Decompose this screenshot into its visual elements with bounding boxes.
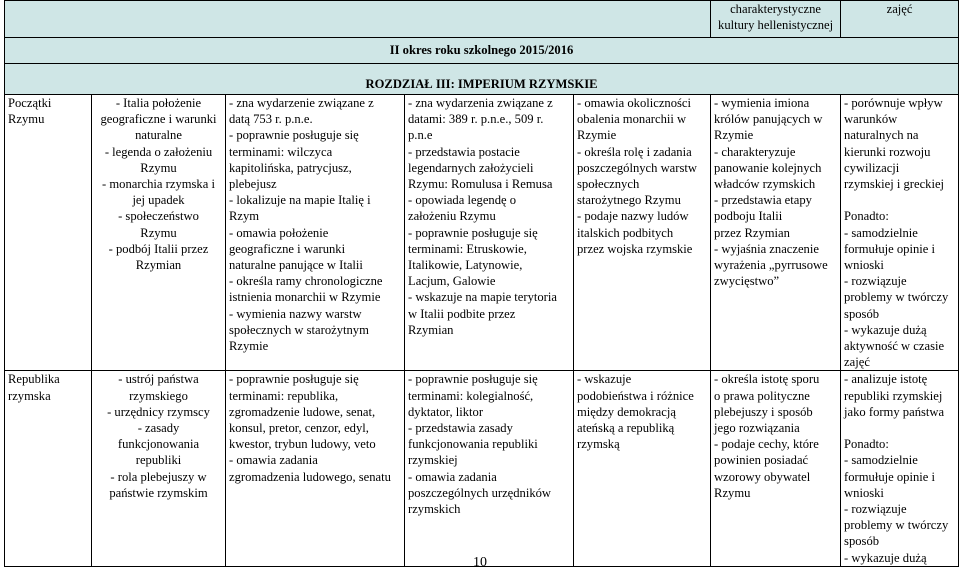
header-hellenistic-cell: charakterystyczne kultury hellenistycznej [711,1,841,38]
table-row [5,371,959,567]
requirements-cell: - wymienia imiona królów panujących w Rzymie - charakteryzuje panowanie kolejnych władców rzymskich - przedstawia etapy podboju Italii przez Rzymian - wyjaśnia znaczenie wyrażenia „pyrrusowe zwycięstwo” [711,95,841,371]
content-cell: - ustrój państwa rzymskiego - urzędnicy rzymscy - zasady funkcjonowania republiki - rola plebejuszy w państwie rzymskim [92,371,226,567]
header-row-top [5,1,959,38]
requirements-cell: - porównuje wpływ warunków naturalnych na kierunki rozwoju cywilizacji rzymskiej i greckiej Ponadto: - samodzielnie formułuje opinie i wnioski - rozwiązuje problemy w twórczy sposób - wykazuje dużą aktywność w czasie zajęć [841,95,959,371]
content-cell: - Italia położenie geograficzne i warunki naturalne - legenda o założeniu Rzymu - monarchia rzymska i jej upadek - społeczeństwo Rzymu - podbój Italii przez Rzymian [92,95,226,371]
requirements-cell: - poprawnie posługuje się terminami: kolegialność, dyktator, liktor - przedstawia zasady funkcjonowania republiki rzymskiej - omawia zadania poszczególnych urzędników rzymskich [405,371,574,567]
requirements-cell: - określa istotę sporu o prawa polityczne plebejuszy i sposób jego rozwiązania - podaje cechy, które powinien posiadać wzorowy obywatel Rzymu [711,371,841,567]
topic-cell: Republika rzymska [5,371,92,567]
topic-cell: Początki Rzymu [5,95,92,371]
requirements-cell: - wskazuje podobieństwa i różnice między demokracją ateńską a republiką rzymską [574,371,711,567]
chapter-row [5,64,959,95]
table-row [5,95,959,371]
page-number: 10 [473,555,487,570]
period-row [5,38,959,64]
requirements-cell: - poprawnie posługuje się terminami: republika, zgromadzenie ludowe, senat, konsul, pretor, cenzor, edyl, kwestor, trybun ludowy, veto - omawia zadania zgromadzenia ludowego, senatu [226,371,405,567]
requirements-cell: - zna wydarzenia związane z datami: 389 r. p.n.e., 509 r. p.n.e - przedstawia postacie legendarnych założycieli Rzymu: Romulusa i Remusa - opowiada legendę o założeniu Rzymu - poprawnie posługuje się terminami: Etruskowie, Italikowie, Latynowie, Lacjum, Galowie - wskazuje na mapie terytoria w Italii podbite przez Rzymian [405,95,574,371]
header-empty-cell [5,1,711,38]
requirements-cell: - analizuje istotę republiki rzymskiej jako formy państwa Ponadto: - samodzielnie formułuje opinie i wnioski - rozwiązuje problemy w twórczy sposób - wykazuje dużą [841,371,959,567]
period-title: II okres roku szkolnego 2015/2016 [5,38,959,64]
requirements-cell: - zna wydarzenie związane z datą 753 r. p.n.e. - poprawnie posługuje się terminami: wilczyca kapitolińska, patrycjusz, plebejusz - lokalizuje na mapie Italię i Rzym - omawia położenie geograficzne i warunki naturalne panujące w Italii - określa ramy chronologiczne istnienia monarchii w Rzymie - wymienia nazwy warstw społecznych w starożytnym Rzymie [226,95,405,371]
requirements-cell: - omawia okoliczności obalenia monarchii w Rzymie - określa rolę i zadania poszczególnych warstw społecznych starożytnego Rzymu - podaje nazwy ludów italskich podbitych przez wojska rzymskie [574,95,711,371]
header-zajec-cell: zajęć [841,1,959,38]
curriculum-table [4,0,959,567]
chapter-title: ROZDZIAŁ III: IMPERIUM RZYMSKIE [5,64,959,95]
